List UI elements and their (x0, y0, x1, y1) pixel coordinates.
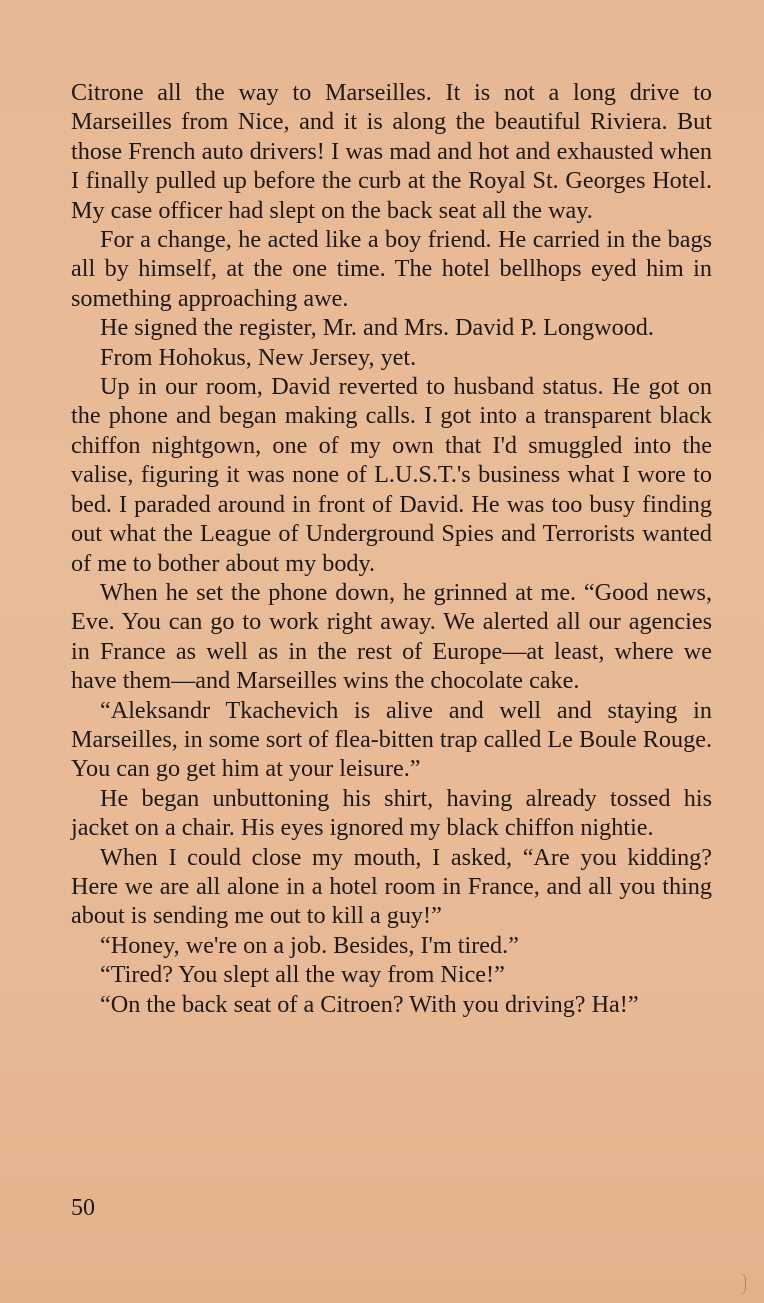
paragraph: “Honey, we're on a job. Besides, I'm tired.” (100, 931, 519, 959)
paragraph: “Tired? You slept all the way from Nice!” (100, 961, 505, 989)
paragraph: “On the back seat of a Citroen? With you driving? Ha!” (100, 990, 639, 1018)
page-edge-mark (739, 1273, 746, 1295)
paragraph: Up in our room, David reverted to husband status. He got on the phone and began making calls. I got into a transparent black chiffon nightgown, one of my own that I'd smuggled into the valise, figuring it was none of L.U.S.T.'s business what I wore to bed. I paraded around in front of David. He was too busy finding out what the League of Underground Spies and Terrorists wanted of me to bother about my body. (71, 373, 712, 577)
paragraph: When I could close my mouth, I asked, “Are you kidding? Here we are all alone in a hotel room in France, and all you thing about is sending me out to kill a guy!” (71, 843, 712, 930)
paragraph: He signed the register, Mr. and Mrs. David P. Longwood. (100, 314, 654, 342)
paragraph: From Hohokus, New Jersey, yet. (100, 343, 417, 371)
page-text (71, 78, 712, 1019)
paragraph: He began unbuttoning his shirt, having already tossed his jacket on a chair. His eyes ignored my black chiffon nightie. (71, 784, 712, 842)
page-number: 50 (71, 1195, 95, 1221)
paragraph: For a change, he acted like a boy friend. He carried in the bags all by himself, at the one time. The hotel bellhops eyed him in something approaching awe. (71, 226, 712, 312)
paragraph-continued: Citrone all the way to Marseilles. It is not a long drive to Marseilles from Nice, and it is along the beautiful Riviera. But those French auto drivers! I was mad and hot and exhausted when I finally pulled up before the curb at the Royal St. Georges Hotel. My case officer had slept on the back seat all the way. (71, 79, 712, 224)
paragraph: When he set the phone down, he grinned at me. “Good news, Eve. You can go to work right away. We alerted all our agencies in France as well as in the rest of Europe—at least, where we have them—and Marseilles wins the chocolate cake. (71, 578, 712, 695)
paragraph: “Aleksandr Tkachevich is alive and well and staying in Marseilles, in some sort of flea-bitten trap called Le Boule Rouge. You can go get him at your leisure.” (71, 696, 712, 783)
